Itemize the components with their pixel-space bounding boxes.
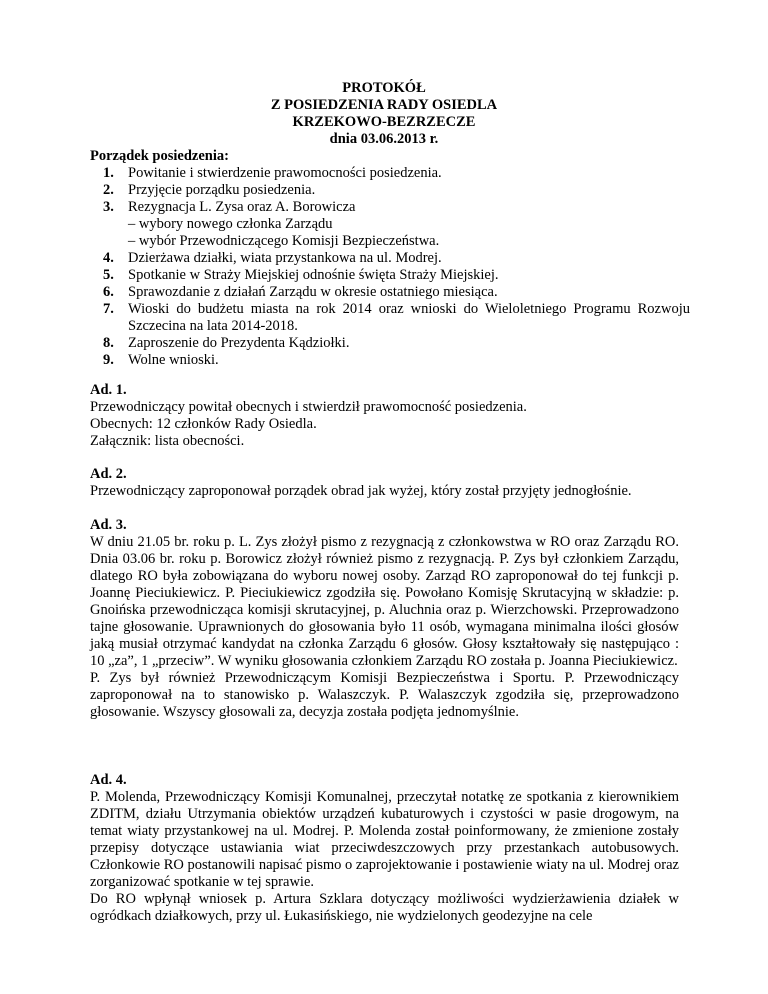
agenda-item: 9. Wolne wnioski. <box>103 352 219 368</box>
agenda-item: 7. Wioski do budżetu miasta na rok 2014 oraz wnioski do Wieloletniego Programu Rozwoju Szczecina na lata 2014-2018. <box>103 301 690 334</box>
doc-location: KRZEKOWO-BEZRZECZE <box>292 114 476 130</box>
agenda-item: 3. Rezygnacja L. Zysa oraz A. Borowicza – wybory nowego członka Zarządu – wybór Przewodniczącego Komisji Bezpieczeństwa. <box>103 199 440 249</box>
agenda-title: Porządek posiedzenia: <box>90 148 229 164</box>
paragraph: Obecnych: 12 członków Rady Osiedla. <box>90 416 317 432</box>
agenda-item: 8. Zaproszenie do Prezydenta Kądziołki. <box>103 335 350 351</box>
agenda-item: 4. Dzierżawa działki, wiata przystankowa na ul. Modrej. <box>103 250 442 266</box>
paragraph: P. Zys był również Przewodniczącym Komisji Bezpieczeństwa i Sportu. P. Przewodniczący zaproponował na to stanowisko p. Walaszczyk. P. Walaszczyk zgodziła się, przeprowadzono głosowanie. Wszyscy głosowali za, decyzja została podjęta jednomyślnie. <box>90 670 679 720</box>
section-ad1 <box>90 382 679 450</box>
section-ad4 <box>90 772 679 925</box>
doc-date: dnia 03.06.2013 r. <box>329 131 439 147</box>
section-heading: Ad. 3. <box>90 517 127 533</box>
paragraph: Do RO wpłynął wniosek p. Artura Szklara dotyczący możliwości wydzierżawienia działek w ogródkach działkowych, przy ul. Łukasińskiego, nie wydzielonych geodezyjne na cele <box>90 891 679 924</box>
paragraph: Przewodniczący zaproponował porządek obrad jak wyżej, który został przyjęty jednogłośnie. <box>90 483 632 499</box>
section-heading: Ad. 4. <box>90 772 127 788</box>
section-heading: Ad. 2. <box>90 466 127 482</box>
paragraph: Przewodniczący powitał obecnych i stwierdził prawomocność posiedzenia. <box>90 399 527 415</box>
paragraph: W dniu 21.05 br. roku p. L. Zys złożył pismo z rezygnacją z członkowstwa w RO oraz Zarządu RO. Dnia 03.06 br. roku p. Borowicz złożył również pismo z rezygnacją. P. Zys był członkiem Zarządu, dlatego RO była zobowiązana do wyboru nowej osoby. Zarząd RO zaproponował do tej funkcji p. Joannę Pieciukiewicz. P. Pieciukiewicz zgodziła się. Powołano Komisję Skrutacyjną w składzie: p. Gnoińska przewodnicząca komisji skrutacyjnej, p. Aluchnia oraz p. Wierzchowski. Przeprowadzono tajne głosowanie. Uprawnionych do głosowania było 11 osób, wymagana minimalna ilości głosów jaką musiał otrzymać kandydat na członka Zarządu 6 głosów. Głosy kształtowały się następująco : 10 „za”, 1 „przeciw”. W wyniku głosowania członkiem Zarządu RO została p. Joanna Pieciukiewicz. <box>90 534 679 669</box>
doc-title: PROTOKÓŁ <box>342 80 426 96</box>
paragraph: P. Molenda, Przewodniczący Komisji Komunalnej, przeczytał notatkę ze spotkania z kierownikiem ZDITM, działu Utrzymania obiektów urządzeń kubaturowych i czystości w pasie drogowym, na temat wiaty przystankowej na ul. Modrej. P. Molenda został poinformowany, że zmienione zostały przepisy dotyczące ustawiania wiat przeciwdeszczowych przy przestankach autobusowych. Członkowie RO postanowili napisać pismo o zaprojektowanie i postawienie wiaty na ul. Modrej oraz zorganizować spotkanie w tej sprawie. <box>90 789 679 890</box>
agenda-item: 2. Przyjęcie porządku posiedzenia. <box>103 182 316 198</box>
agenda-list <box>90 165 690 369</box>
agenda-item: 1. Powitanie i stwierdzenie prawomocności posiedzenia. <box>103 165 442 181</box>
doc-subtitle: Z POSIEDZENIA RADY OSIEDLA <box>270 97 498 113</box>
section-heading: Ad. 1. <box>90 382 127 398</box>
paragraph: Załącznik: lista obecności. <box>90 433 245 449</box>
agenda-item: 5. Spotkanie w Straży Miejskiej odnośnie święta Straży Miejskiej. <box>103 267 499 283</box>
agenda-item: 6. Sprawozdanie z działań Zarządu w okresie ostatniego miesiąca. <box>103 284 498 300</box>
section-ad2 <box>90 466 679 500</box>
section-ad3 <box>90 517 679 721</box>
